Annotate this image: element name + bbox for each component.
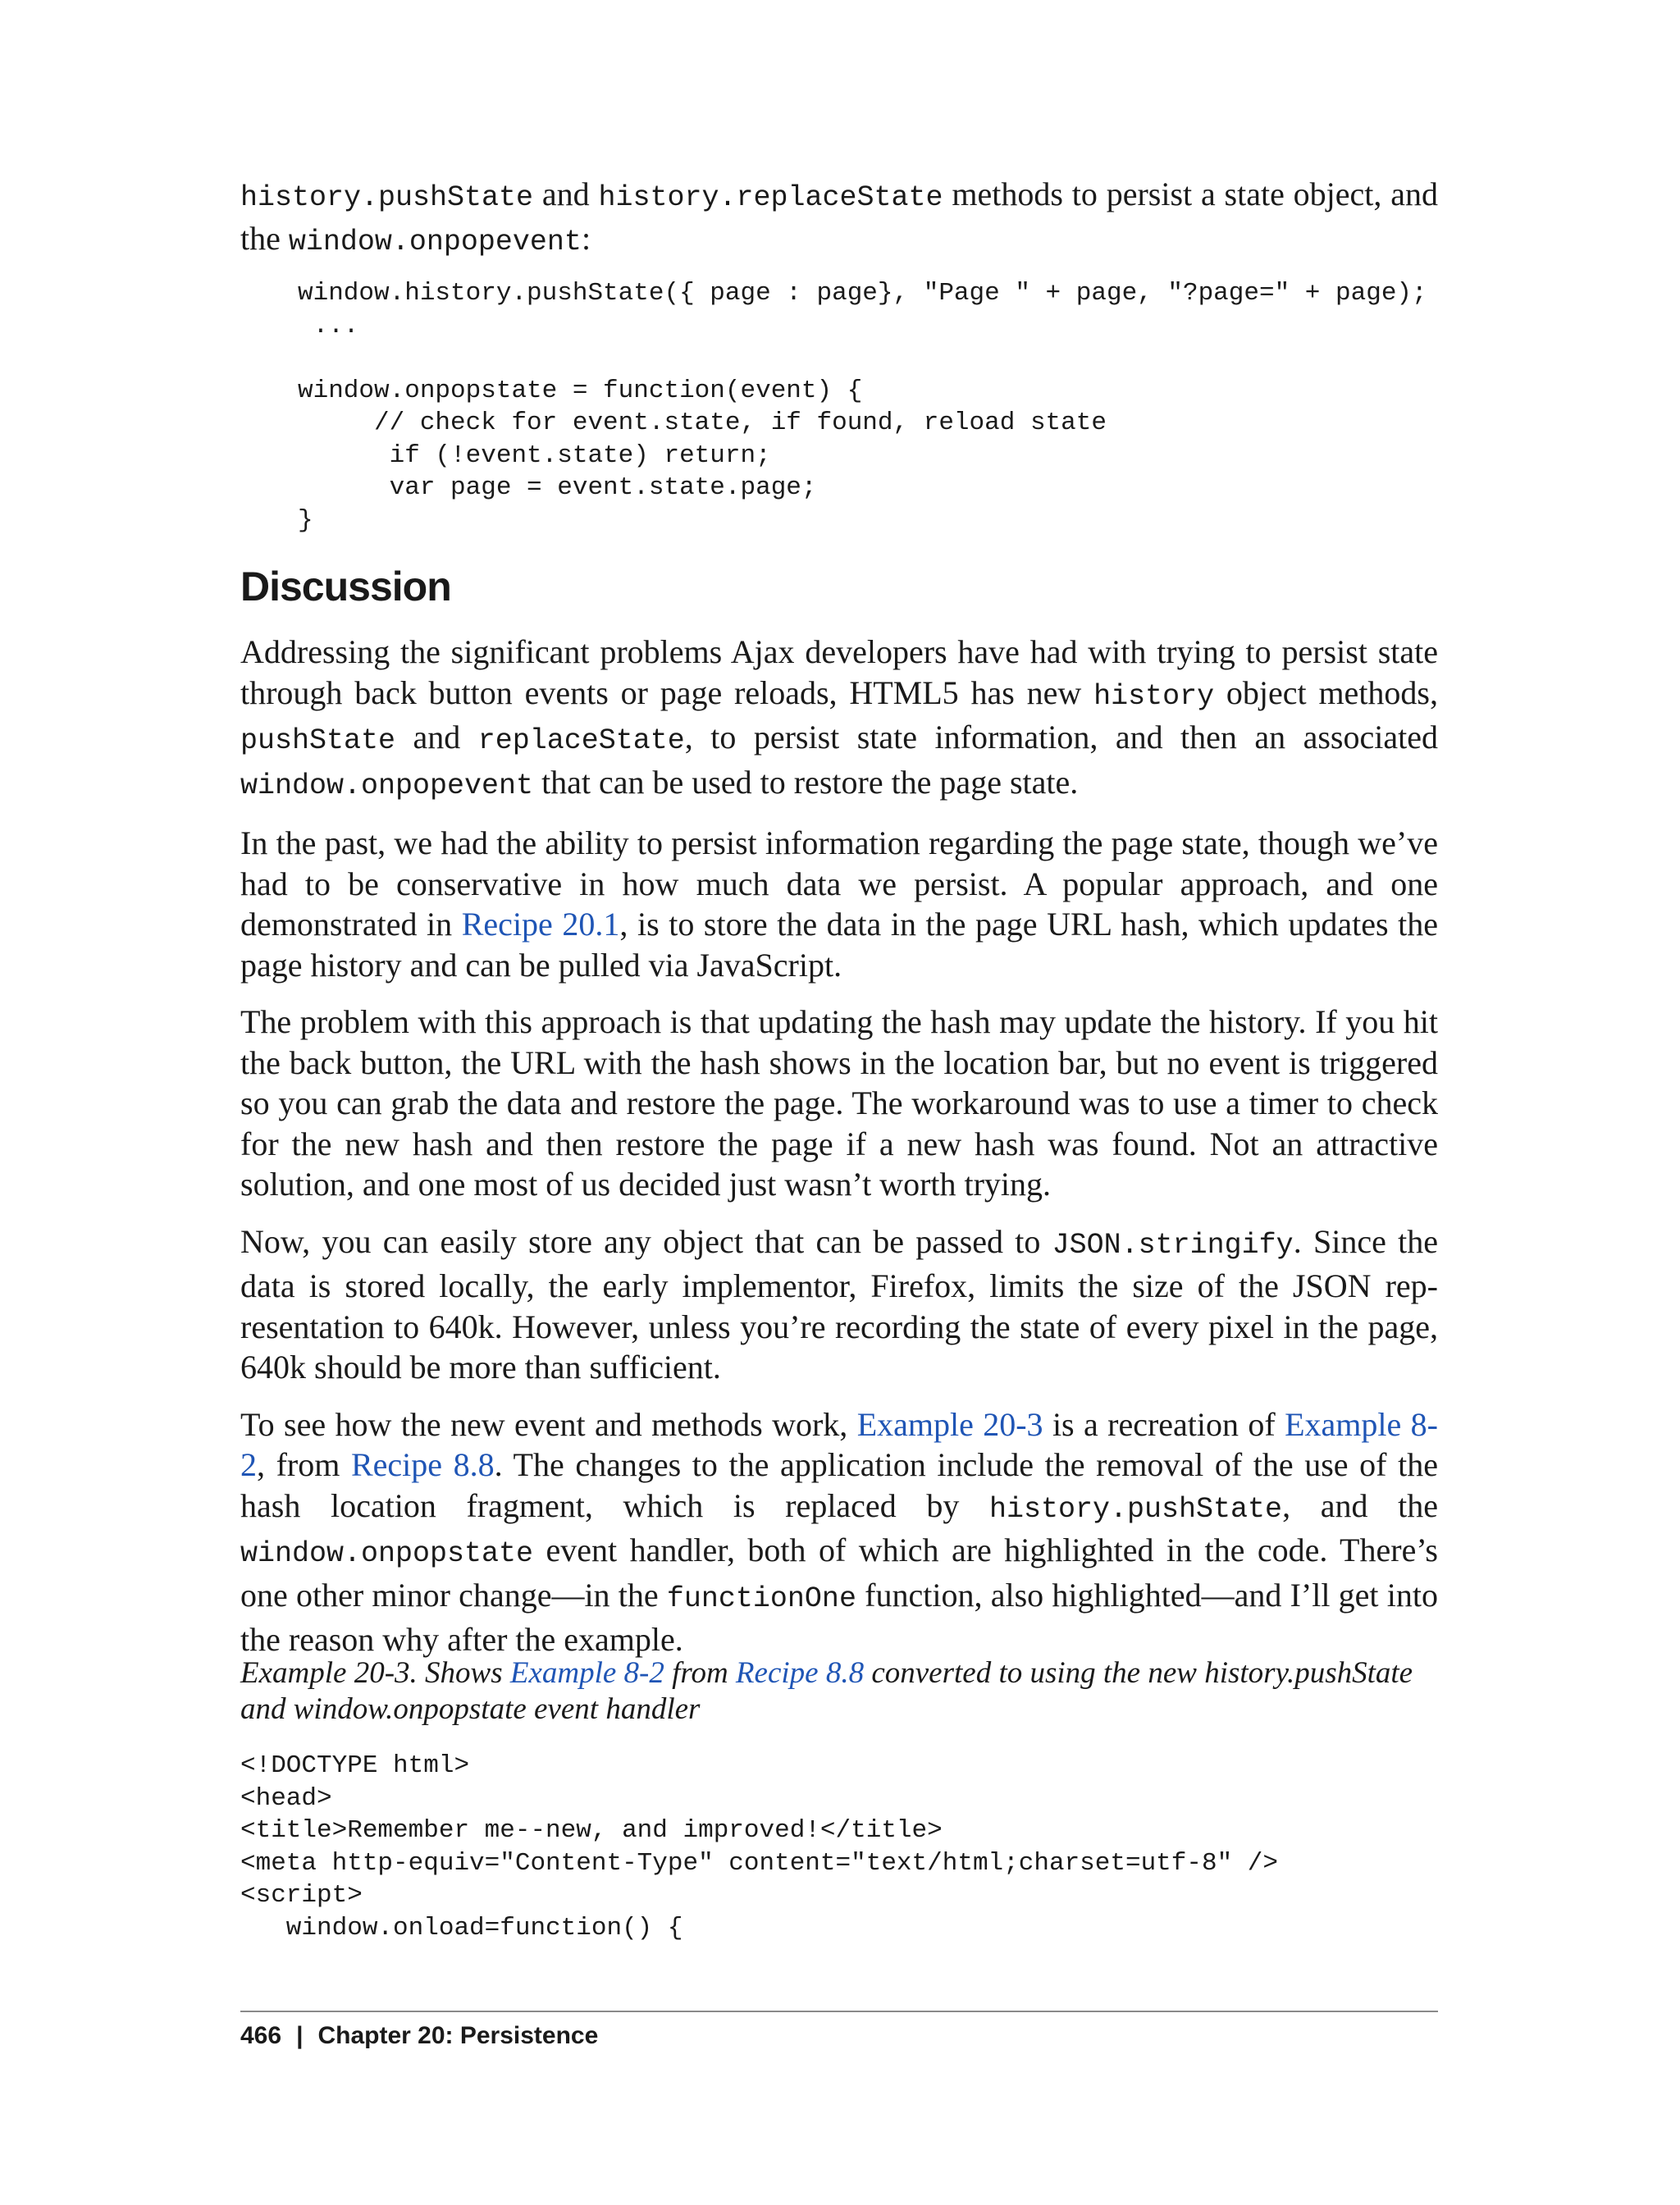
discussion-body — [240, 632, 1438, 1677]
example-caption: Example 20-3. Shows Example 8-2 from Recipe 8.8 converted to using the new history.pushState and window.onpopstate event handler — [240, 1656, 1413, 1726]
paragraph-2: In the past, we had the ability to persist information regarding the page state, though we’ve had to be conservative in how much data we persist. A popular approach, and one demonstrated in Recipe 20.1, is to store the data in the page URL hash, which updates the page history and can be pulled via JavaScript. — [240, 824, 1438, 984]
link-example-8-2[interactable]: Example 8-2 — [240, 1405, 1438, 1483]
code-listing-pushstate: window.history.pushState({ page : page}, "Page " + page, "?page=" + page); ... window.onpopstate = function(event) { // check for event.state, if found, reload state if (!event.state) return; var page = event.state.page; } — [298, 279, 1427, 535]
footer-divider — [240, 2011, 1438, 2012]
inline-code: window.onpopevent — [240, 769, 534, 802]
footer-separator: | — [296, 2022, 304, 2049]
paragraph-3: The problem with this approach is that updating the hash may update the history. If you hit the back button, the URL with the hash shows in the location bar, but no event is triggered so you can grab the data and restore the page. The workaround was to use a timer to check for the new hash and then restore the page if a new hash was found. Not an attractive solution, and one most of us decided just wasn’t worth trying. — [240, 1003, 1438, 1203]
inline-code: window.onpopstate — [240, 1537, 534, 1570]
page-footer — [240, 2020, 598, 2052]
section-heading: Discussion — [240, 564, 451, 609]
inline-code: history — [1093, 679, 1215, 713]
inline-code: pushState — [240, 724, 396, 757]
link-recipe-20-1[interactable]: Recipe 20.1 — [461, 906, 620, 943]
link-example-8-2-caption[interactable]: Example 8-2 — [509, 1656, 664, 1690]
link-recipe-8-8-caption[interactable]: Recipe 8.8 — [735, 1656, 865, 1690]
paragraph-4: Now, you can easily store any object that can be passed to JSON.stringify. Since the data is stored locally, the early implementor, Firefox, limits the size of the JSON representation to 640k. However, unless you’re recording the state of every pixel in the page, 640k should be more than sufficient. — [240, 1222, 1438, 1386]
inline-code: history.pushState — [989, 1492, 1283, 1526]
inline-code: JSON.stringify — [1052, 1228, 1294, 1262]
page-number: 466 — [240, 2022, 282, 2049]
intro-paragraph: history.pushState and history.replaceState methods to persist a state object, and the window.onpopevent: — [240, 176, 1438, 258]
book-page — [240, 0, 1438, 2205]
inline-code: replaceState — [477, 724, 685, 757]
paragraph-1: Addressing the significant problems Ajax developers have had with trying to persist state through back button events or page reloads, HTML5 has new history object methods, pushState and replaceState, to persist state information, and then an associated window.onpopevent that can be used to restore the page state. — [240, 633, 1438, 802]
chapter-title: Chapter 20: Persistence — [317, 2022, 599, 2049]
inline-code: history.replaceState — [598, 181, 943, 214]
code-listing-example-20-3: <!DOCTYPE html> <head> <title>Remember me--new, and improved!</title> <meta http-equiv="Content-Type" content="text/html;charset=utf-8" /> <script> window.onload=function() { — [240, 1751, 1279, 1942]
link-recipe-8-8[interactable]: Recipe 8.8 — [350, 1446, 495, 1483]
inline-code: history.pushState — [240, 181, 534, 214]
link-example-20-3[interactable]: Example 20-3 — [856, 1405, 1043, 1443]
paragraph-5: To see how the new event and methods work, Example 20-3 is a recreation of Example 8-2, from Recipe 8.8. The changes to the application include the removal of the use of the hash location fragment, which is replaced by history.pushState, and the window.onpopstate event handler, both of which are highlighted in the code. There’s one other minor change—in the functionOne function, also highlighted—and I’ll get into the reason why after the example. — [240, 1405, 1439, 1658]
inline-code: functionOne — [666, 1582, 856, 1615]
inline-code: window.onpopevent — [288, 226, 582, 258]
